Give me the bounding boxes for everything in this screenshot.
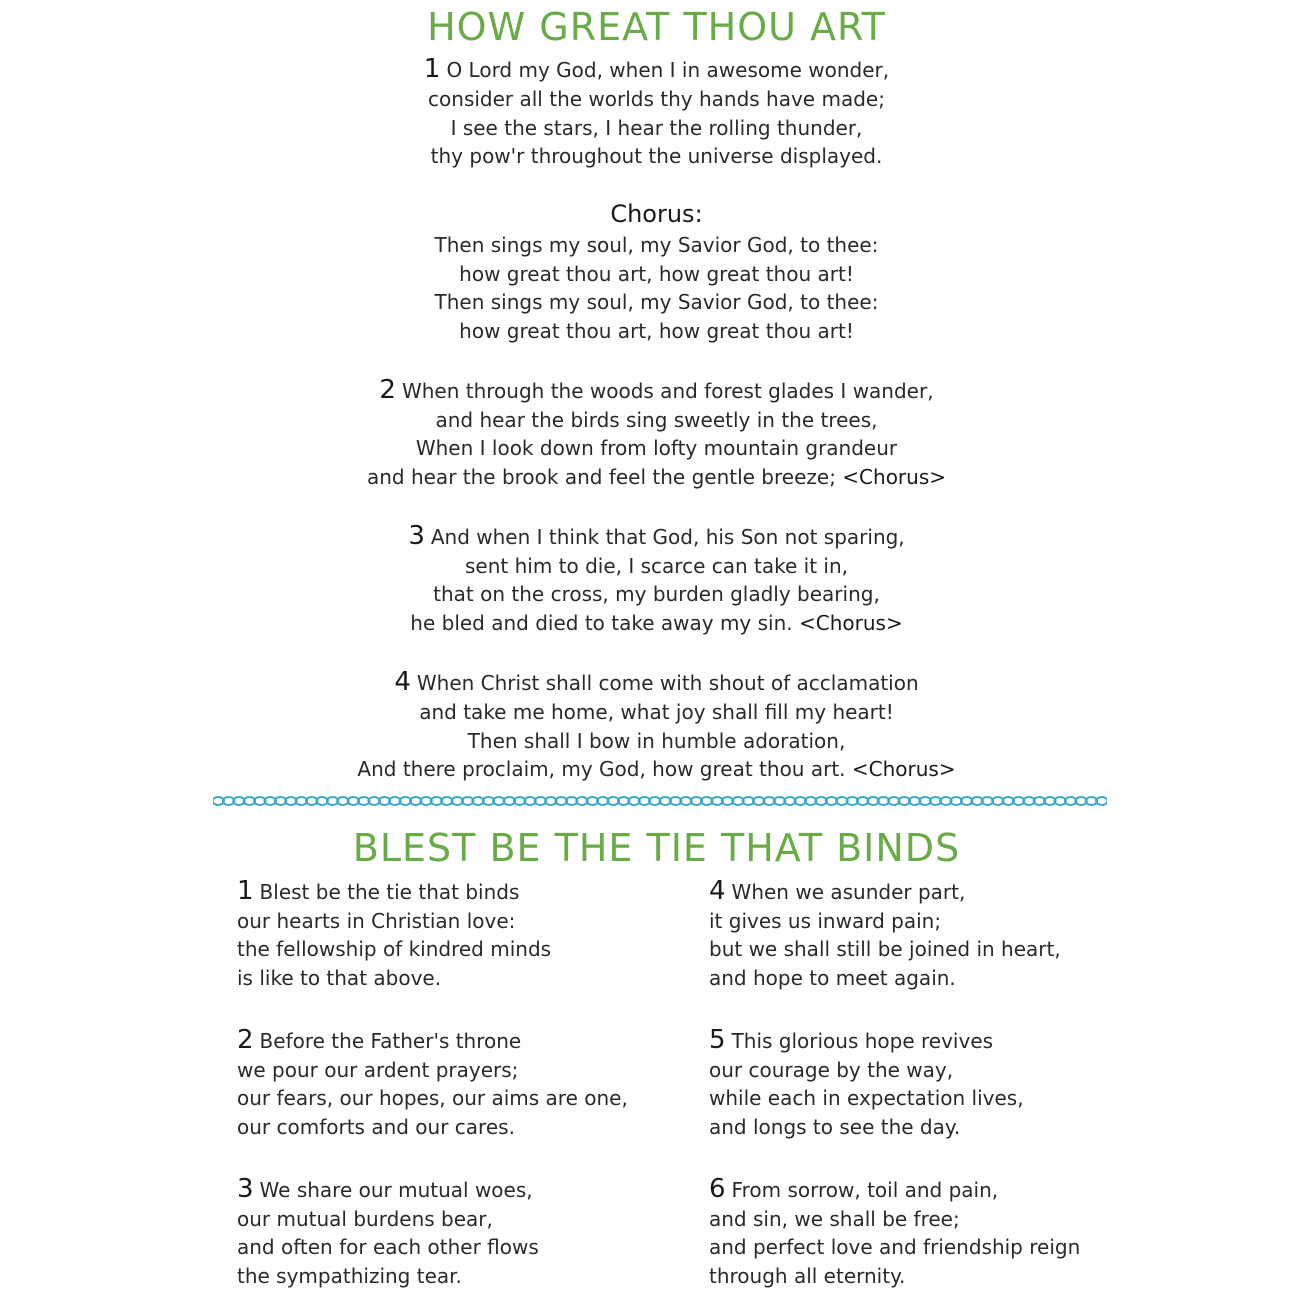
verse-line: sent him to die, I scarce can take it in, [464,554,848,578]
verse-line: consider all the worlds thy hands have made; [428,87,885,111]
verse-line: the sympathizing tear. [237,1264,462,1288]
ornamental-divider [213,792,1107,810]
verse-number: 3 [237,1174,254,1204]
chorus-line: Then sings my soul, my Savior God, to thee: [434,290,879,314]
verse-line: 4 When we asunder part, [709,876,966,906]
chorus-tag: <Chorus> [851,757,956,781]
verse-line: the fellowship of kindred minds [237,937,552,961]
verse-line: and sin, we shall be free; [709,1207,960,1231]
verse-number: 1 [237,876,254,906]
verse-line: and take me home, what joy shall fill my heart! [419,700,894,724]
verse-number: 3 [408,521,425,551]
verse-line: our courage by the way, [709,1058,954,1082]
verse-line: 2 Before the Father's throne [237,1025,522,1055]
chorus-tag: <Chorus> [842,465,947,489]
verse-number: 4 [709,876,726,906]
verse-line: 1 Blest be the tie that binds [237,876,520,906]
chorus-tag: <Chorus> [799,611,903,635]
verse-line: our comforts and our cares. [237,1115,515,1139]
verse-line: Then shall I bow in humble adoration, [467,729,846,753]
verse-number: 2 [237,1025,254,1055]
verse-line: and longs to see the day. [709,1115,961,1139]
hymn-title-how-great-thou-art: HOW GREAT THOU ART [427,5,886,49]
verse-number: 5 [709,1025,726,1055]
verse-line: but we shall still be joined in heart, [709,937,1061,961]
verse-number: 1 [423,54,441,84]
verse-line: I see the stars, I hear the rolling thunder, [450,116,863,140]
verse-line: 1 O Lord my God, when I in awesome wonder, [423,54,890,84]
verse-line: we pour our ardent prayers; [237,1058,519,1082]
verse-line: 6 From sorrow, toil and pain, [709,1174,999,1204]
verse-line: and hear the brook and feel the gentle breeze; <Chorus> [366,465,947,489]
chorus-heading: Chorus: [610,200,703,228]
verse-number: 4 [394,667,411,697]
verse-line: and hope to meet again. [709,966,956,990]
verse-line: while each in expectation lives, [709,1086,1024,1110]
verse-line: is like to that above. [237,966,442,990]
verse-line: our hearts in Christian love: [237,909,516,933]
chorus-line: how great thou art, how great thou art! [459,262,854,286]
verse-line: and perfect love and friendship reign [709,1235,1081,1259]
chorus-line: Then sings my soul, my Savior God, to thee: [434,233,879,257]
verse-line: And there proclaim, my God, how great thou art. <Chorus> [357,757,956,781]
verse-line: When I look down from lofty mountain grandeur [415,436,898,460]
verse-line: 2 When through the woods and forest glades I wander, [379,375,934,405]
verse-line: 5 This glorious hope revives [709,1025,994,1055]
verse-line: 3 And when I think that God, his Son not sparing, [408,521,905,551]
verse-line: 3 We share our mutual woes, [237,1174,533,1204]
chorus-line: how great thou art, how great thou art! [459,319,854,343]
verse-line: it gives us inward pain; [709,909,942,933]
verse-line: thy pow'r throughout the universe displayed. [430,144,883,168]
verse-number: 6 [709,1174,726,1204]
verse-line: through all eternity. [709,1264,906,1288]
verse-line: 4 When Christ shall come with shout of acclamation [394,667,919,697]
hymn-title-blest-be-the-tie: BLEST BE THE TIE THAT BINDS [352,826,961,870]
verse-line: that on the cross, my burden gladly bearing, [433,582,880,606]
verse-line: and often for each other flows [237,1235,539,1259]
verse-line: our mutual burdens bear, [237,1207,493,1231]
verse-line: he bled and died to take away my sin. <Chorus> [410,611,903,635]
verse-number: 2 [379,375,396,405]
verse-line: our fears, our hopes, our aims are one, [237,1086,628,1110]
verse-line: and hear the birds sing sweetly in the trees, [435,408,878,432]
